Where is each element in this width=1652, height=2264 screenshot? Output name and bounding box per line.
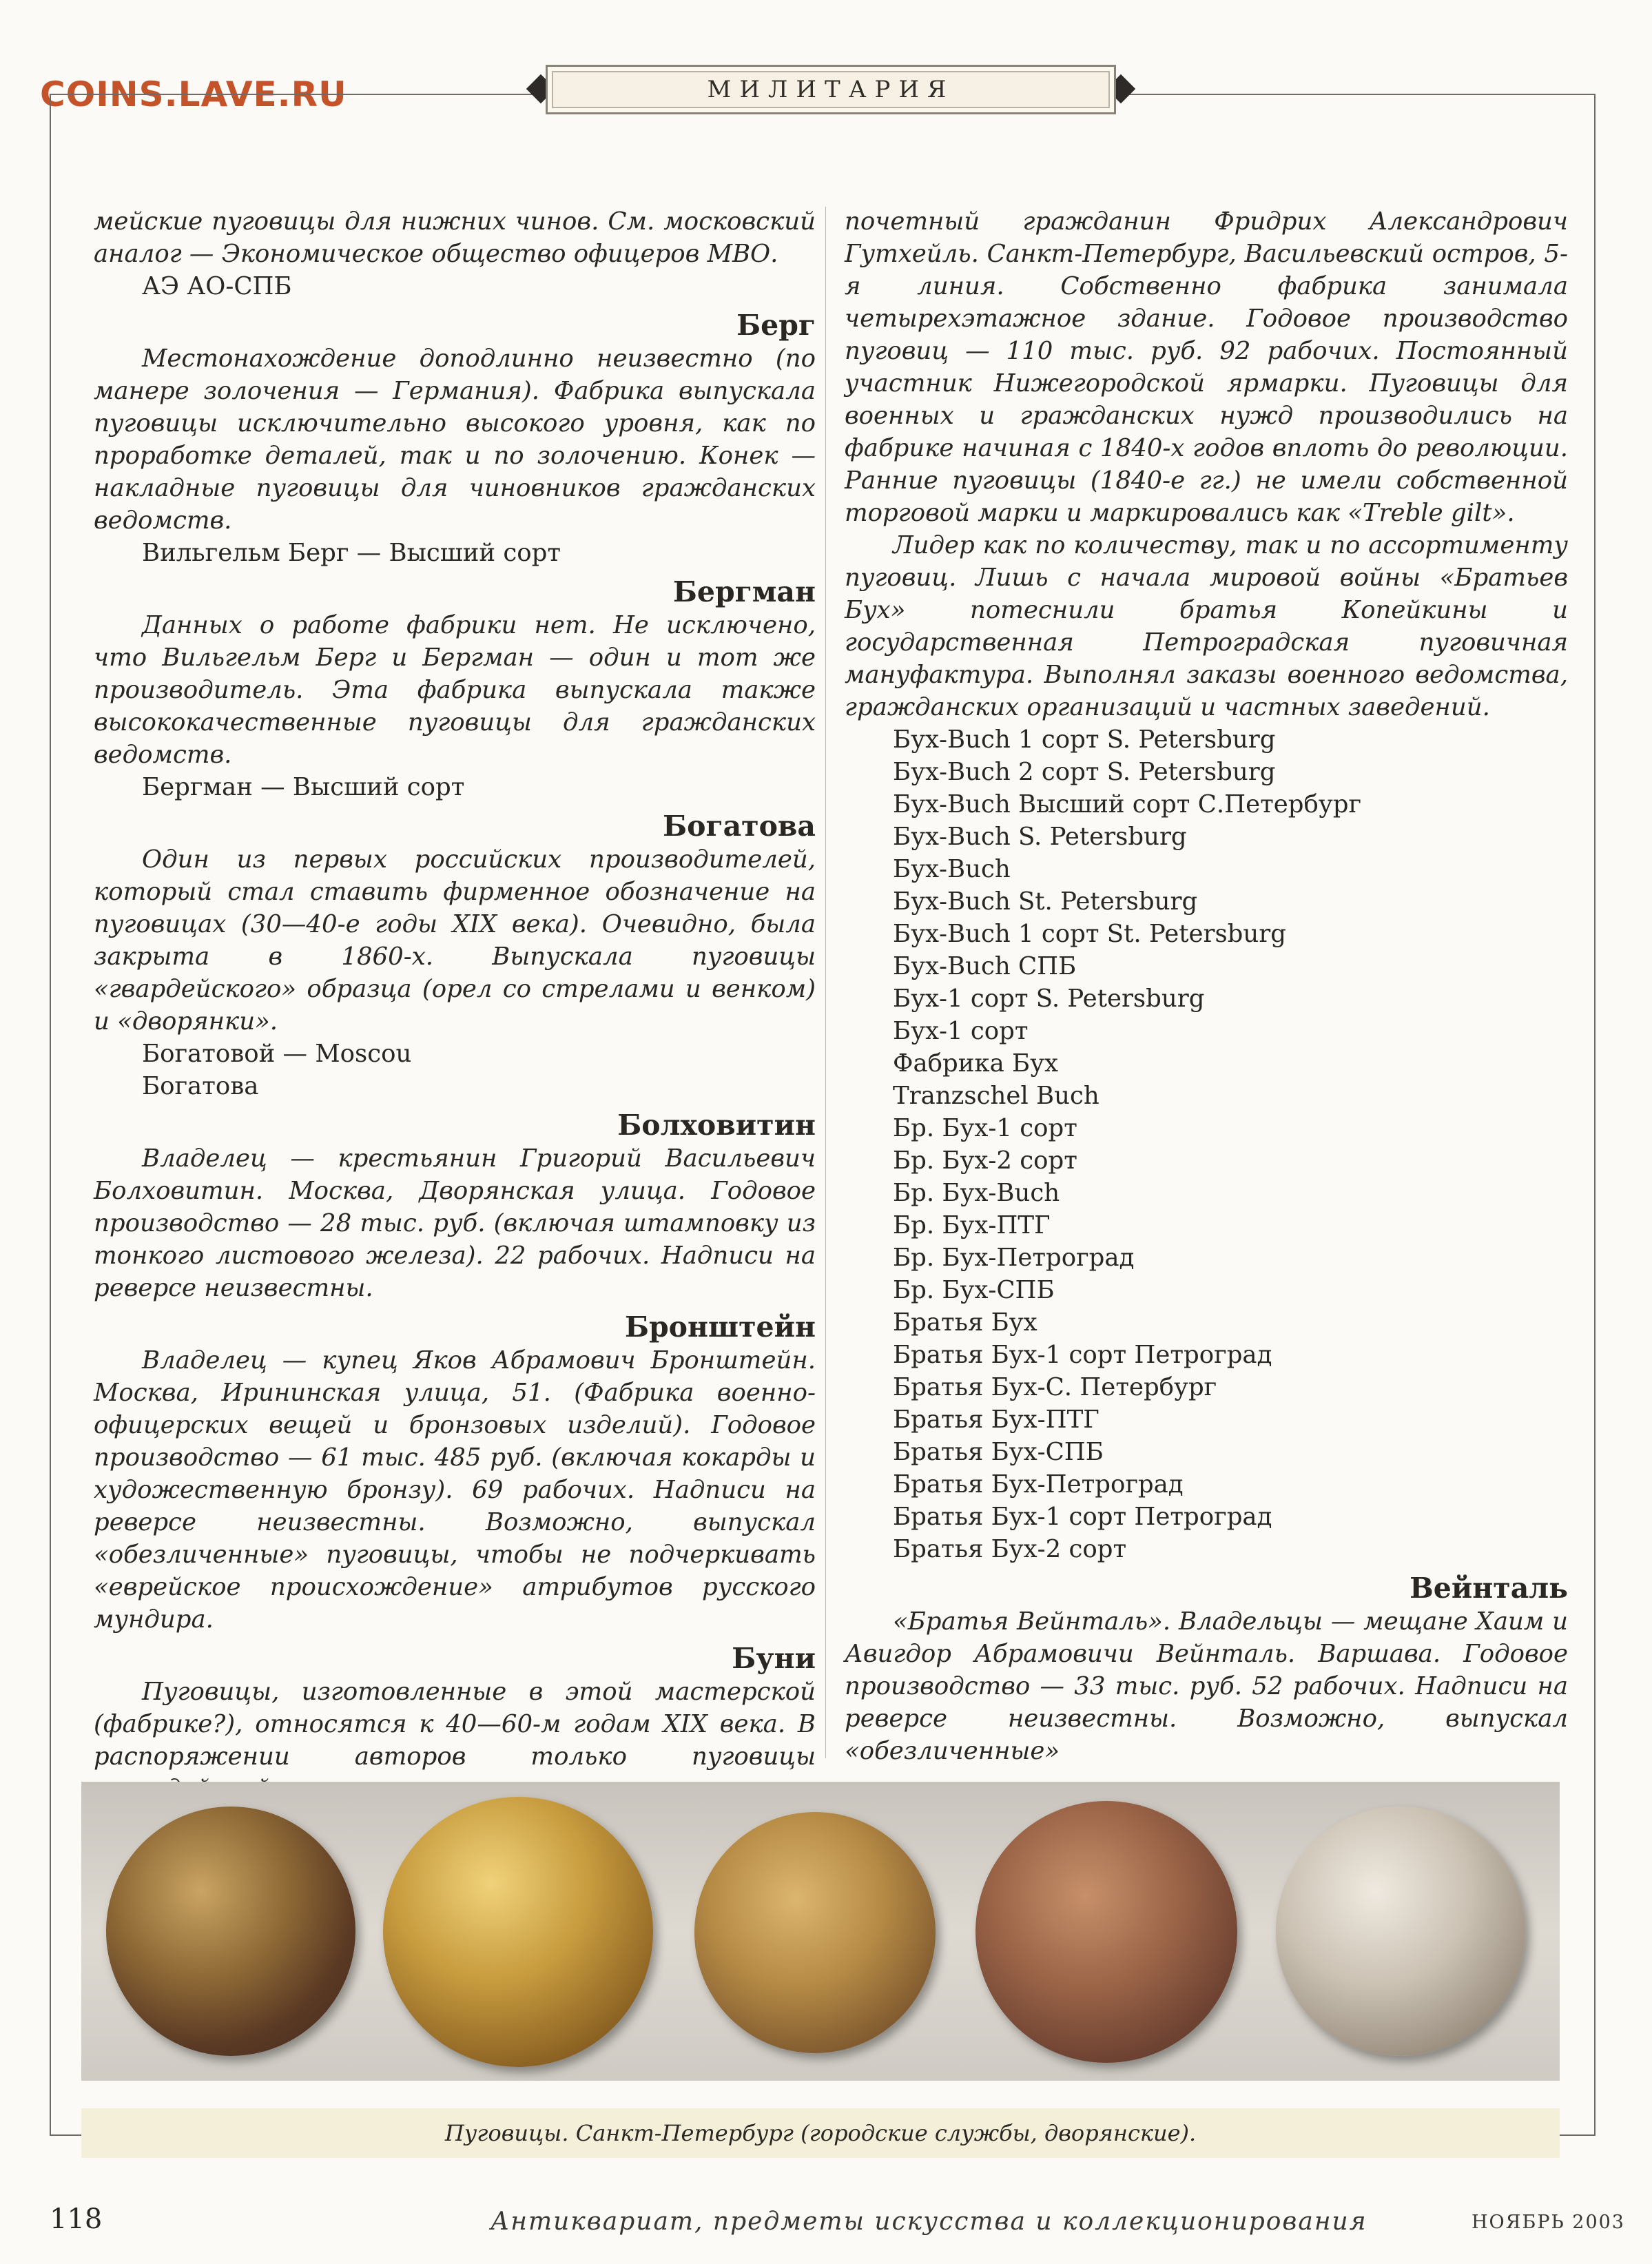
paragraph: Владелец — купец Яков Абрамович Бронштейн. Москва, Ирининская улица, 51. (Фабрика военно-офицерских вещей и бронзовых изделий). Годовое производство — 61 тыс. 485 руб. (включая кокарды и художественную бронзу). 69 рабочих. Надписи на реверсе неизвестны. Возможно, выпускал «обезличенные» пуговицы, чтобы не подчеркивать «еврейское происхождение» атрибутов русского мундира.: [94, 1346, 816, 1634]
left-column: [94, 205, 816, 1942]
hallmark-line: Бух-Buch S. Petersburg: [893, 823, 1187, 851]
hallmark-line: Бух-Buch 2 сорт S. Petersburg: [893, 758, 1276, 786]
coin-image: [694, 1812, 936, 2053]
paragraph: Данных о работе фабрики нет. Не исключено, что Вильгельм Берг и Бергман — один и тот же производитель. Эта фабрика выпускала также высококачественные пуговицы для гражданских ведомств.: [94, 611, 816, 769]
hallmark-line: Бух-Buch: [893, 855, 1011, 883]
hallmark-line: Братья Бух-Петроград: [893, 1470, 1184, 1499]
paragraph: почетный гражданин Фридрих Александрович Гутхейль. Санкт-Петербург, Васильевский остров, 5-я линия. Собственно фабрика занимала четырехэтажное здание. Годовое производство пуговиц — 110 тыс. руб. 92 рабочих. Постоянный участник Нижегородской ярмарки. Пуговицы для военных и гражданских нужд производились на фабрике начиная с 1840-х годов вплоть до революции. Ранние пуговицы (1840-е гг.) не имели собственной торговой марки и маркировались как «Treble gilt».: [845, 207, 1568, 527]
entry-heading: Бергман: [672, 575, 816, 608]
hallmark-line: Бр. Бух-СПБ: [893, 1276, 1055, 1304]
figure-caption: Пуговицы. Санкт-Петербург (городские службы, дворянские).: [81, 2108, 1560, 2158]
paragraph: Местонахождение доподлинно неизвестно (по манере золочения — Германия). Фабрика выпускала пуговицы исключительно высокого уровня, как по проработке деталей, так и по золочению. Конек — накладные пуговицы для чиновников гражданских ведомств.: [94, 344, 816, 535]
entry-heading: Бронштейн: [624, 1310, 816, 1344]
paragraph: мейские пуговицы для нижних чинов. См. московский аналог — Экономическое общество офицеров МВО.: [94, 207, 816, 268]
hallmark-line: Богатовой — Moscou: [142, 1040, 412, 1068]
hallmark-line: Бр. Бух-Buch: [893, 1179, 1060, 1207]
column-divider: [825, 207, 826, 1758]
coin-image: [383, 1797, 653, 2067]
entry-heading: Вейнталь: [1410, 1572, 1568, 1605]
hallmark-line: Бух-Buch St. Petersburg: [893, 887, 1198, 916]
section-title: МИЛИТАРИЯ: [546, 65, 1116, 114]
hallmark-line: Фабрика Бух: [893, 1049, 1059, 1078]
hallmark-line: Братья Бух-СПБ: [893, 1438, 1104, 1466]
paragraph: Владелец — крестьянин Григорий Васильевич Болховитин. Москва, Дворянская улица. Годовое производство — 28 тыс. руб. (включая штамповку из тонкого листового железа). 22 рабочих. Надписи на реверсе неизвестны.: [94, 1144, 816, 1302]
entry-heading: Берг: [736, 309, 816, 342]
hallmark-line: Братья Бух-ПТГ: [893, 1406, 1099, 1434]
hallmark-line: Бух-Buch 1 сорт St. Petersburg: [893, 920, 1286, 948]
coin-image: [1276, 1807, 1525, 2056]
hallmark-line: Братья Бух-2 сорт: [893, 1535, 1127, 1563]
hallmark-line: Бух-Buch 1 сорт S. Petersburg: [893, 725, 1276, 754]
page-number: 118: [50, 2203, 103, 2235]
hallmark-line: Братья Бух-С. Петербург: [893, 1373, 1217, 1401]
hallmark-line: АЭ АО-СПБ: [142, 272, 292, 300]
hallmark-line: Бергман — Высший сорт: [142, 773, 465, 801]
coin-image: [106, 1807, 355, 2056]
hallmark-line: Вильгельм Берг — Высший сорт: [142, 539, 561, 567]
hallmark-line: Бр. Бух-ПТГ: [893, 1211, 1051, 1239]
paragraph: Лидер как по количеству, так и по ассортименту пуговиц. Лишь с начала мировой войны «Братьев Бух» потеснили братья Копейкины и государственная Петроградская пуговичная мануфактура. Выполнял заказы военного ведомства, гражданских организаций и частных заведений.: [845, 531, 1568, 721]
issue-date: НОЯБРЬ 2003: [1472, 2212, 1625, 2233]
paragraph: «Братья Вейнталь». Владельцы — мещане Хаим и Авигдор Абрамовичи Вейнталь. Варшава. Годовое производство — 33 тыс. руб. 52 рабочих. Надписи на реверсе неизвестны. Возможно, выпускал «обезличенные»: [845, 1607, 1568, 1765]
hallmark-line: Богатова: [142, 1072, 259, 1100]
hallmark-line: Бр. Бух-2 сорт: [893, 1146, 1077, 1175]
buttons-photo: [81, 1782, 1560, 2081]
hallmark-line: Бух-1 сорт: [893, 1017, 1029, 1045]
entry-heading: Буни: [732, 1642, 816, 1675]
right-column: [845, 205, 1568, 1767]
entry-heading: Болховитин: [617, 1109, 816, 1142]
journal-title: Антиквариат, предметы искусства и коллекционирования: [491, 2208, 1367, 2236]
paragraph: Пуговицы, изготовленные в этой мастерской (фабрике?), относятся к 40—60-м годам XIX века. В распоряжении авторов только пуговицы: [94, 1678, 816, 1771]
hallmark-line: Братья Бух: [893, 1308, 1037, 1337]
hallmark-line: Бух-Buch Высший сорт С.Петербург: [893, 790, 1362, 819]
watermark: COINS.LAVE.RU: [40, 74, 347, 114]
hallmark-line: Tranzschel Buch: [893, 1082, 1099, 1110]
entry-heading: Богатова: [663, 810, 816, 843]
coin-image: [975, 1801, 1237, 2063]
hallmark-line: Братья Бух-1 сорт Петроград: [893, 1503, 1272, 1531]
hallmark-line: Бух-Buch СПБ: [893, 952, 1077, 980]
paragraph: Один из первых российских производителей, который стал ставить фирменное обозначение на пуговицах (30—40-е годы XIX века). Очевидно, была закрыта в 1860-х. Выпускала пуговицы «гвардейского» образца (орел со стрелами и венком) и «дворянки».: [94, 845, 816, 1036]
hallmark-line: Бух-1 сорт S. Petersburg: [893, 985, 1205, 1013]
hallmark-line: Братья Бух-1 сорт Петроград: [893, 1341, 1272, 1369]
hallmark-line: Бр. Бух-1 сорт: [893, 1114, 1077, 1142]
hallmark-line: Бр. Бух-Петроград: [893, 1244, 1135, 1272]
